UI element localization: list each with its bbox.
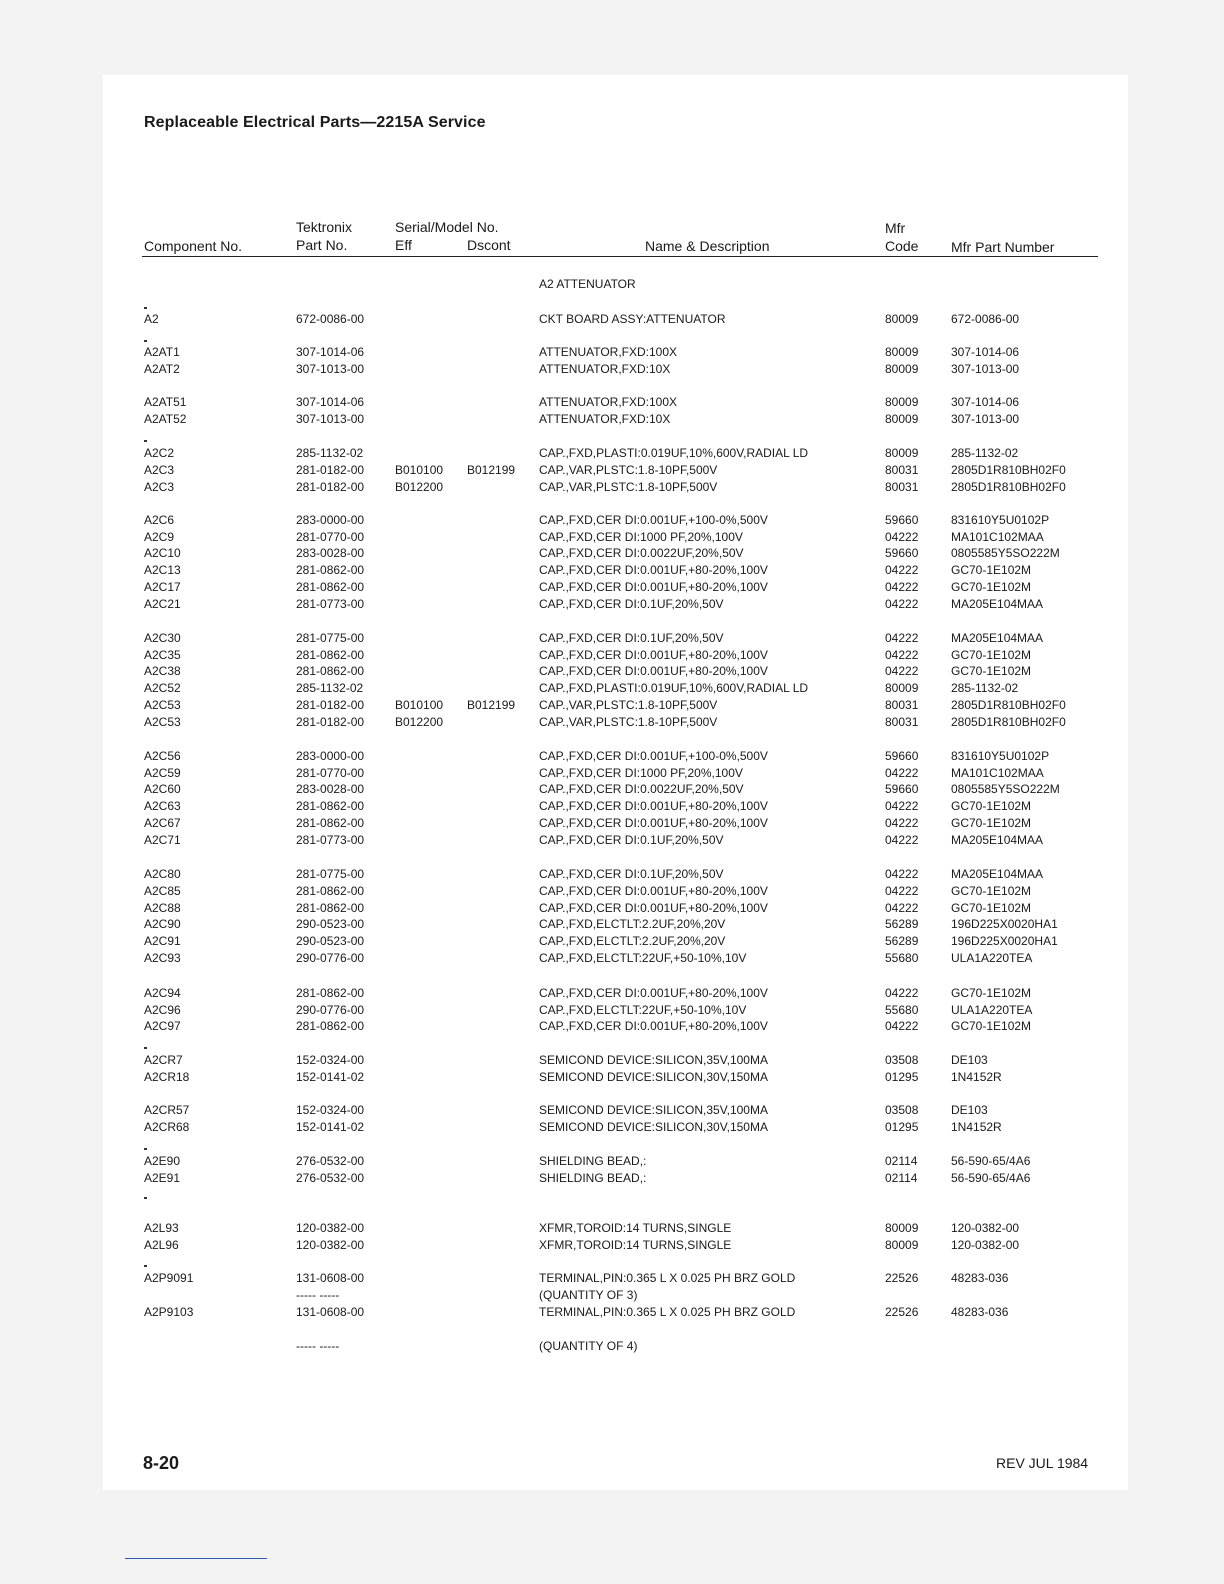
component-no: A2C80 xyxy=(144,867,181,881)
mfr-part-number: GC70-1E102M xyxy=(951,799,1032,813)
header-rule xyxy=(142,256,1098,257)
mfr-part-number: GC70-1E102M xyxy=(951,816,1032,830)
component-no: A2L93 xyxy=(144,1221,179,1235)
mfr-code: 03508 xyxy=(885,1103,919,1117)
part-no: 281-0862-00 xyxy=(296,580,365,594)
part-no: 281-0770-00 xyxy=(296,530,365,544)
mfr-code: 80031 xyxy=(885,463,919,477)
description: CAP.,FXD,CER DI:0.001UF,+80-20%,100V xyxy=(539,986,768,1000)
mfr-code: 80009 xyxy=(885,395,919,409)
mfr-part-number: 0805585Y5SO222M xyxy=(951,782,1060,796)
component-no: A2L96 xyxy=(144,1238,179,1252)
description: CAP.,FXD,CER DI:0.001UF,+80-20%,100V xyxy=(539,816,768,830)
component-no: A2CR7 xyxy=(144,1053,183,1067)
component-no: A2C38 xyxy=(144,664,181,678)
mfr-part-number: 196D225X0020HA1 xyxy=(951,917,1058,931)
mfr-part-number: 196D225X0020HA1 xyxy=(951,934,1058,948)
eff-serial: B012200 xyxy=(395,480,444,494)
mfr-code: 04222 xyxy=(885,563,919,577)
part-no: 281-0770-00 xyxy=(296,766,365,780)
mfr-code: 03508 xyxy=(885,1053,919,1067)
description: CAP.,FXD,ELCTLT:2.2UF,20%,20V xyxy=(539,934,726,948)
part-no: 131-0608-00 xyxy=(296,1305,365,1319)
header-mfr: Mfr xyxy=(885,220,906,236)
mfr-part-number: MA101C102MAA xyxy=(951,766,1044,780)
mfr-part-number: 285-1132-02 xyxy=(951,446,1019,460)
part-no: 283-0028-00 xyxy=(296,782,365,796)
component-no: A2C9 xyxy=(144,530,175,544)
mfr-part-number: GC70-1E102M xyxy=(951,884,1032,898)
mfr-part-number: 0805585Y5SO222M xyxy=(951,546,1060,560)
mfr-part-number: MA101C102MAA xyxy=(951,530,1044,544)
mfr-part-number: 56-590-65/4A6 xyxy=(951,1171,1031,1185)
mfr-code: 04222 xyxy=(885,580,919,594)
mfr-code: 80009 xyxy=(885,345,919,359)
component-no: A2C53 xyxy=(144,698,181,712)
mfr-code: 04222 xyxy=(885,1019,919,1033)
description: XFMR,TOROID:14 TURNS,SINGLE xyxy=(539,1221,732,1235)
component-no: A2P9103 xyxy=(144,1305,194,1319)
part-no: 307-1013-00 xyxy=(296,362,365,376)
mfr-part-number: GC70-1E102M xyxy=(951,986,1032,1000)
mfr-part-number: 831610Y5U0102P xyxy=(951,513,1050,527)
component-no: A2CR68 xyxy=(144,1120,190,1134)
mfr-code: 80031 xyxy=(885,480,919,494)
bottom-rule xyxy=(125,1558,267,1559)
mfr-code: 55680 xyxy=(885,1003,919,1017)
description: CAP.,VAR,PLSTC:1.8-10PF,500V xyxy=(539,463,718,477)
mfr-part-number: GC70-1E102M xyxy=(951,648,1032,662)
component-no: A2C88 xyxy=(144,901,181,915)
part-no: 281-0862-00 xyxy=(296,664,365,678)
component-no: A2AT52 xyxy=(144,412,187,426)
description: CAP.,FXD,CER DI:1000 PF,20%,100V xyxy=(539,530,743,544)
component-no: A2C30 xyxy=(144,631,181,645)
component-no: A2C60 xyxy=(144,782,181,796)
mfr-code: 04222 xyxy=(885,766,919,780)
mfr-code: 04222 xyxy=(885,530,919,544)
mfr-code: 01295 xyxy=(885,1070,919,1084)
part-no: 307-1014-06 xyxy=(296,395,365,409)
part-no: 152-0324-00 xyxy=(296,1053,365,1067)
component-no: A2AT2 xyxy=(144,362,180,376)
component-no: A2CR18 xyxy=(144,1070,190,1084)
part-no: 281-0773-00 xyxy=(296,597,365,611)
part-no: 281-0862-00 xyxy=(296,816,365,830)
part-no: 120-0382-00 xyxy=(296,1221,365,1235)
mfr-part-number: 307-1014-06 xyxy=(951,345,1020,359)
mfr-part-number: 285-1132-02 xyxy=(951,681,1019,695)
component-no: A2C52 xyxy=(144,681,181,695)
part-no: 281-0862-00 xyxy=(296,563,365,577)
header-eff: Eff xyxy=(395,237,412,253)
mfr-code: 04222 xyxy=(885,901,919,915)
part-no: 281-0862-00 xyxy=(296,884,365,898)
part-no: 281-0182-00 xyxy=(296,480,365,494)
mfr-part-number: 2805D1R810BH02F0 xyxy=(951,463,1066,477)
description: TERMINAL,PIN:0.365 L X 0.025 PH BRZ GOLD xyxy=(539,1305,796,1319)
component-no: A2C3 xyxy=(144,480,175,494)
eff-serial: B010100 xyxy=(395,463,444,477)
part-no: 120-0382-00 xyxy=(296,1238,365,1252)
mfr-part-number: GC70-1E102M xyxy=(951,563,1032,577)
mfr-code: 04222 xyxy=(885,833,919,847)
part-no: 281-0862-00 xyxy=(296,986,365,1000)
part-no: 283-0000-00 xyxy=(296,513,365,527)
group-marker xyxy=(144,1197,147,1199)
description: SEMICOND DEVICE:SILICON,30V,150MA xyxy=(539,1120,768,1134)
component-no: A2C59 xyxy=(144,766,181,780)
component-no: A2C85 xyxy=(144,884,181,898)
description: CAP.,FXD,CER DI:0.0022UF,20%,50V xyxy=(539,546,744,560)
component-no: A2CR57 xyxy=(144,1103,190,1117)
group-marker xyxy=(144,340,147,342)
mfr-code: 59660 xyxy=(885,546,919,560)
mfr-part-number: 48283-036 xyxy=(951,1271,1009,1285)
header-component-no: Component No. xyxy=(144,238,243,254)
description: CAP.,FXD,CER DI:0.1UF,20%,50V xyxy=(539,833,724,847)
mfr-code: 56289 xyxy=(885,934,919,948)
description: CAP.,FXD,CER DI:0.001UF,+100-0%,500V xyxy=(539,749,768,763)
part-no: 283-0000-00 xyxy=(296,749,365,763)
header-serial-model-no: Serial/Model No. xyxy=(395,219,499,235)
mfr-code: 80009 xyxy=(885,412,919,426)
part-no: 281-0182-00 xyxy=(296,715,365,729)
part-no: ----- ----- xyxy=(296,1339,340,1353)
description: CKT BOARD ASSY:ATTENUATOR xyxy=(539,312,726,326)
part-no: 281-0773-00 xyxy=(296,833,365,847)
description: CAP.,FXD,CER DI:0.001UF,+80-20%,100V xyxy=(539,799,768,813)
component-no: A2C97 xyxy=(144,1019,181,1033)
part-no: 281-0182-00 xyxy=(296,463,365,477)
group-marker xyxy=(144,1265,147,1267)
page-title: Replaceable Electrical Parts—2215A Service xyxy=(144,114,486,131)
mfr-part-number: ULA1A220TEA xyxy=(951,951,1033,965)
part-no: 307-1014-06 xyxy=(296,345,365,359)
mfr-part-number: 307-1014-06 xyxy=(951,395,1020,409)
component-no: A2C21 xyxy=(144,597,181,611)
eff-serial: B010100 xyxy=(395,698,444,712)
mfr-part-number: 48283-036 xyxy=(951,1305,1009,1319)
description: CAP.,FXD,PLASTI:0.019UF,10%,600V,RADIAL LD xyxy=(539,681,809,695)
description: CAP.,FXD,CER DI:0.001UF,+100-0%,500V xyxy=(539,513,768,527)
page-number: 8-20 xyxy=(143,1453,180,1473)
mfr-code: 22526 xyxy=(885,1305,919,1319)
description: ATTENUATOR,FXD:100X xyxy=(539,395,678,409)
component-no: A2C35 xyxy=(144,648,181,662)
header-part-no: Part No. xyxy=(296,237,348,253)
part-no: ----- ----- xyxy=(296,1288,340,1302)
description: CAP.,FXD,ELCTLT:2.2UF,20%,20V xyxy=(539,917,726,931)
group-marker xyxy=(144,1148,147,1150)
mfr-part-number: MA205E104MAA xyxy=(951,631,1044,645)
header-mfr-part-number: Mfr Part Number xyxy=(951,239,1055,255)
mfr-code: 02114 xyxy=(885,1154,918,1168)
part-no: 276-0532-00 xyxy=(296,1171,365,1185)
component-no: A2C10 xyxy=(144,546,181,560)
group-marker xyxy=(144,440,147,442)
section-title: A2 ATTENUATOR xyxy=(539,277,636,291)
description: CAP.,FXD,PLASTI:0.019UF,10%,600V,RADIAL LD xyxy=(539,446,809,460)
component-no: A2E90 xyxy=(144,1154,181,1168)
mfr-part-number: GC70-1E102M xyxy=(951,664,1032,678)
mfr-part-number: 307-1013-00 xyxy=(951,412,1020,426)
component-no: A2C17 xyxy=(144,580,181,594)
mfr-part-number: 120-0382-00 xyxy=(951,1221,1020,1235)
component-no: A2P9091 xyxy=(144,1271,194,1285)
mfr-part-number: DE103 xyxy=(951,1103,988,1117)
description: SEMICOND DEVICE:SILICON,30V,150MA xyxy=(539,1070,768,1084)
mfr-part-number: DE103 xyxy=(951,1053,988,1067)
mfr-code: 59660 xyxy=(885,513,919,527)
mfr-code: 04222 xyxy=(885,631,919,645)
mfr-code: 56289 xyxy=(885,917,919,931)
component-no: A2C67 xyxy=(144,816,181,830)
mfr-part-number: 56-590-65/4A6 xyxy=(951,1154,1031,1168)
mfr-code: 55680 xyxy=(885,951,919,965)
part-no: 290-0523-00 xyxy=(296,917,365,931)
mfr-part-number: 2805D1R810BH02F0 xyxy=(951,715,1066,729)
mfr-code: 59660 xyxy=(885,749,919,763)
mfr-part-number: GC70-1E102M xyxy=(951,580,1032,594)
dscont-serial: B012199 xyxy=(467,698,516,712)
mfr-code: 04222 xyxy=(885,816,919,830)
header-tektronix: Tektronix xyxy=(296,219,353,235)
mfr-part-number: 1N4152R xyxy=(951,1070,1002,1084)
description: CAP.,FXD,CER DI:0.0022UF,20%,50V xyxy=(539,782,744,796)
part-no: 283-0028-00 xyxy=(296,546,365,560)
mfr-part-number: GC70-1E102M xyxy=(951,901,1032,915)
component-no: A2C53 xyxy=(144,715,181,729)
mfr-code: 80009 xyxy=(885,446,919,460)
mfr-code: 22526 xyxy=(885,1271,919,1285)
description: CAP.,FXD,ELCTLT:22UF,+50-10%,10V xyxy=(539,951,747,965)
part-no: 281-0862-00 xyxy=(296,799,365,813)
mfr-part-number: 831610Y5U0102P xyxy=(951,749,1050,763)
mfr-code: 80031 xyxy=(885,698,919,712)
description: CAP.,VAR,PLSTC:1.8-10PF,500V xyxy=(539,715,718,729)
description: SHIELDING BEAD,: xyxy=(539,1154,647,1168)
part-no: 290-0776-00 xyxy=(296,951,365,965)
component-no: A2AT1 xyxy=(144,345,180,359)
mfr-part-number: 672-0086-00 xyxy=(951,312,1020,326)
mfr-code: 80009 xyxy=(885,681,919,695)
component-no: A2C96 xyxy=(144,1003,181,1017)
part-no: 152-0141-02 xyxy=(296,1120,365,1134)
mfr-part-number: GC70-1E102M xyxy=(951,1019,1032,1033)
description: CAP.,VAR,PLSTC:1.8-10PF,500V xyxy=(539,480,718,494)
part-no: 290-0776-00 xyxy=(296,1003,365,1017)
header-dscont: Dscont xyxy=(467,237,511,253)
mfr-code: 04222 xyxy=(885,799,919,813)
component-no: A2C2 xyxy=(144,446,175,460)
component-no: A2C94 xyxy=(144,986,181,1000)
description: ATTENUATOR,FXD:10X xyxy=(539,362,671,376)
description: ATTENUATOR,FXD:10X xyxy=(539,412,671,426)
description: CAP.,FXD,CER DI:0.1UF,20%,50V xyxy=(539,867,724,881)
mfr-code: 80009 xyxy=(885,312,919,326)
header-name-description: Name & Description xyxy=(645,238,770,254)
mfr-code: 04222 xyxy=(885,986,919,1000)
mfr-code: 80009 xyxy=(885,1238,919,1252)
component-no: A2C3 xyxy=(144,463,175,477)
description: CAP.,VAR,PLSTC:1.8-10PF,500V xyxy=(539,698,718,712)
component-no: A2C6 xyxy=(144,513,175,527)
component-no: A2 xyxy=(144,312,159,326)
description: XFMR,TOROID:14 TURNS,SINGLE xyxy=(539,1238,732,1252)
mfr-code: 02114 xyxy=(885,1171,918,1185)
part-no: 131-0608-00 xyxy=(296,1271,365,1285)
component-no: A2C63 xyxy=(144,799,181,813)
part-no: 281-0775-00 xyxy=(296,867,365,881)
mfr-code: 04222 xyxy=(885,884,919,898)
component-no: A2C13 xyxy=(144,563,181,577)
mfr-code: 04222 xyxy=(885,664,919,678)
part-no: 281-0775-00 xyxy=(296,631,365,645)
description: SEMICOND DEVICE:SILICON,35V,100MA xyxy=(539,1053,768,1067)
eff-serial: B012200 xyxy=(395,715,444,729)
description: CAP.,FXD,CER DI:0.001UF,+80-20%,100V xyxy=(539,664,768,678)
description: CAP.,FXD,CER DI:0.1UF,20%,50V xyxy=(539,597,724,611)
dscont-serial: B012199 xyxy=(467,463,516,477)
description: CAP.,FXD,CER DI:0.001UF,+80-20%,100V xyxy=(539,580,768,594)
component-no: A2E91 xyxy=(144,1171,181,1185)
part-no: 285-1132-02 xyxy=(296,681,364,695)
component-no: A2C90 xyxy=(144,917,181,931)
mfr-code: 04222 xyxy=(885,867,919,881)
mfr-part-number: 2805D1R810BH02F0 xyxy=(951,480,1066,494)
mfr-code: 80009 xyxy=(885,1221,919,1235)
part-no: 307-1013-00 xyxy=(296,412,365,426)
mfr-code: 80031 xyxy=(885,715,919,729)
group-marker xyxy=(144,307,147,309)
mfr-code: 80009 xyxy=(885,362,919,376)
part-no: 152-0324-00 xyxy=(296,1103,365,1117)
mfr-part-number: MA205E104MAA xyxy=(951,867,1044,881)
component-no: A2AT51 xyxy=(144,395,187,409)
description: CAP.,FXD,CER DI:1000 PF,20%,100V xyxy=(539,766,743,780)
mfr-part-number: ULA1A220TEA xyxy=(951,1003,1033,1017)
mfr-part-number: 120-0382-00 xyxy=(951,1238,1020,1252)
mfr-code: 04222 xyxy=(885,597,919,611)
mfr-part-number: MA205E104MAA xyxy=(951,833,1044,847)
part-no: 281-0862-00 xyxy=(296,901,365,915)
description: CAP.,FXD,CER DI:0.1UF,20%,50V xyxy=(539,631,724,645)
header-code: Code xyxy=(885,238,919,254)
description: TERMINAL,PIN:0.365 L X 0.025 PH BRZ GOLD xyxy=(539,1271,796,1285)
description: (QUANTITY OF 4) xyxy=(539,1339,638,1353)
mfr-part-number: 1N4152R xyxy=(951,1120,1002,1134)
revision-date: REV JUL 1984 xyxy=(996,1455,1089,1471)
mfr-code: 01295 xyxy=(885,1120,919,1134)
part-no: 290-0523-00 xyxy=(296,934,365,948)
description: CAP.,FXD,CER DI:0.001UF,+80-20%,100V xyxy=(539,884,768,898)
mfr-part-number: 2805D1R810BH02F0 xyxy=(951,698,1066,712)
mfr-part-number: MA205E104MAA xyxy=(951,597,1044,611)
component-no: A2C56 xyxy=(144,749,181,763)
description: CAP.,FXD,CER DI:0.001UF,+80-20%,100V xyxy=(539,563,768,577)
part-no: 281-0862-00 xyxy=(296,1019,365,1033)
component-no: A2C71 xyxy=(144,833,181,847)
description: SEMICOND DEVICE:SILICON,35V,100MA xyxy=(539,1103,768,1117)
part-no: 281-0862-00 xyxy=(296,648,365,662)
description: CAP.,FXD,CER DI:0.001UF,+80-20%,100V xyxy=(539,901,768,915)
mfr-code: 04222 xyxy=(885,648,919,662)
group-marker xyxy=(144,1047,147,1049)
description: CAP.,FXD,CER DI:0.001UF,+80-20%,100V xyxy=(539,648,768,662)
part-no: 276-0532-00 xyxy=(296,1154,365,1168)
description: ATTENUATOR,FXD:100X xyxy=(539,345,678,359)
part-no: 152-0141-02 xyxy=(296,1070,365,1084)
component-no: A2C93 xyxy=(144,951,181,965)
part-no: 281-0182-00 xyxy=(296,698,365,712)
part-no: 285-1132-02 xyxy=(296,446,364,460)
mfr-code: 59660 xyxy=(885,782,919,796)
description: SHIELDING BEAD,: xyxy=(539,1171,647,1185)
description: (QUANTITY OF 3) xyxy=(539,1288,638,1302)
component-no: A2C91 xyxy=(144,934,181,948)
description: CAP.,FXD,CER DI:0.001UF,+80-20%,100V xyxy=(539,1019,768,1033)
part-no: 672-0086-00 xyxy=(296,312,365,326)
mfr-part-number: 307-1013-00 xyxy=(951,362,1020,376)
description: CAP.,FXD,ELCTLT:22UF,+50-10%,10V xyxy=(539,1003,747,1017)
